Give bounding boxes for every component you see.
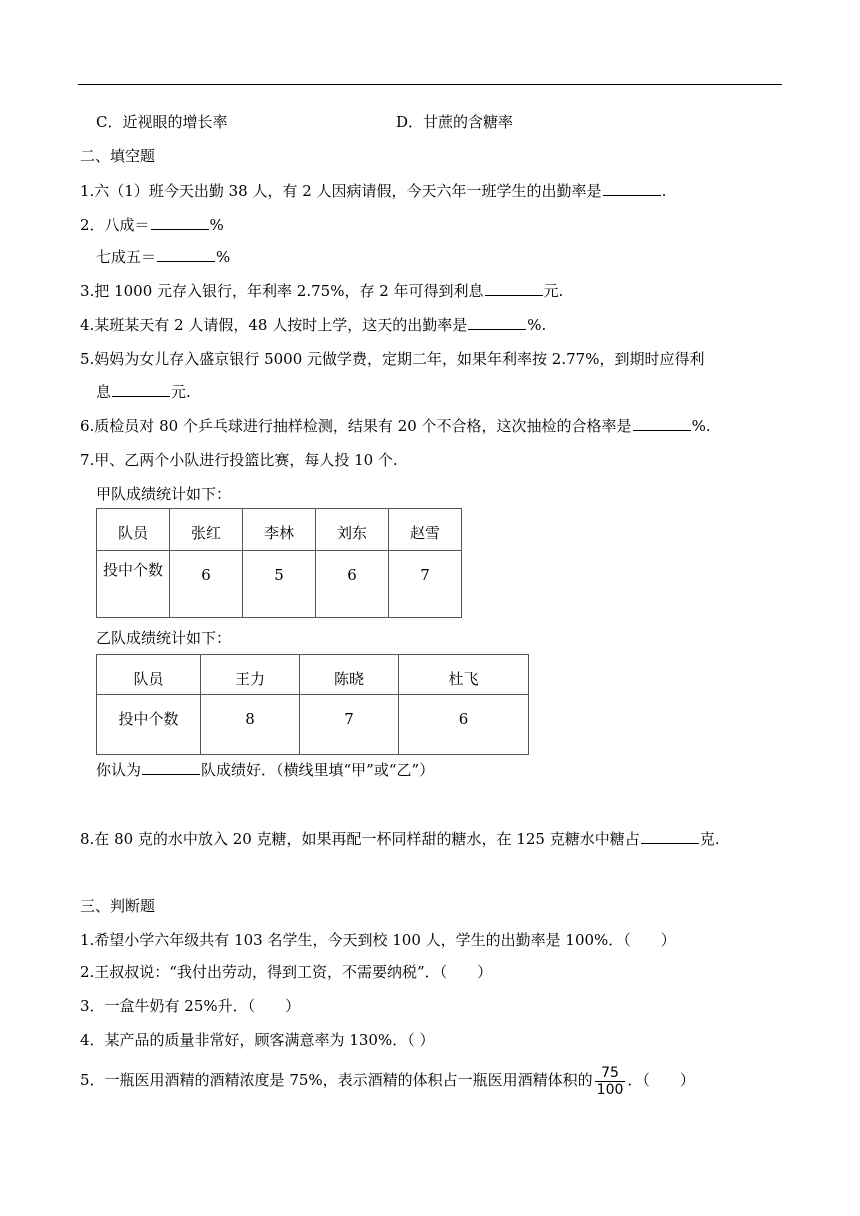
- option-d: D．甘蔗的含糖率: [396, 113, 514, 131]
- option-c: C．近视眼的增长率: [96, 113, 228, 131]
- team-a-caption: 甲队成绩统计如下：: [96, 485, 232, 503]
- table-cell: 6: [170, 551, 243, 618]
- question-5: 5.妈妈为女儿存入盛京银行 5000 元做学费，定期二年，如果年利率按 2.77%，到期时应得利: [80, 350, 705, 368]
- table-cell: 刘东: [316, 509, 389, 551]
- team-a-table: [96, 508, 462, 618]
- judge-2: 2.王叔叔说：“我付出劳动，得到工资，不需要纳税”．（ ）: [80, 963, 493, 981]
- answer-blank[interactable]: [157, 247, 215, 262]
- table-cell: 8: [201, 695, 300, 755]
- table-cell: 队员: [97, 509, 170, 551]
- table-row: [97, 551, 462, 618]
- section-title-judge: 三、判断题: [80, 897, 156, 915]
- answer-blank[interactable]: [641, 829, 699, 844]
- answer-blank[interactable]: [633, 416, 691, 431]
- table-cell: 投中个数: [97, 695, 201, 755]
- answer-blank[interactable]: [112, 382, 170, 397]
- question-2a: 2．八成＝ %: [80, 216, 224, 234]
- answer-blank[interactable]: [603, 181, 661, 196]
- question-8: 8.在 80 克的水中放入 20 克糖，如果再配一杯同样甜的糖水，在 125 克糖水中糖占 克.: [80, 830, 720, 848]
- table-header-row: [97, 655, 529, 695]
- section-title-fill-in: 二、填空题: [80, 147, 156, 165]
- table-cell: 6: [316, 551, 389, 618]
- question-6: 6.质检员对 80 个乒乓球进行抽样检测，结果有 20 个不合格，这次抽检的合格率是 %.: [80, 417, 711, 435]
- answer-blank[interactable]: [485, 281, 543, 296]
- table-cell: 7: [389, 551, 462, 618]
- question-3: 3.把 1000 元存入银行，年利率 2.75%，存 2 年可得到利息 元.: [80, 282, 564, 300]
- question-4: 4.某班某天有 2 人请假，48 人按时上学，这天的出勤率是 %.: [80, 316, 547, 334]
- question-2b: 七成五＝ %: [96, 248, 231, 266]
- team-b-table: [96, 654, 529, 755]
- table-header-row: [97, 509, 462, 551]
- table-cell: 杜飞: [399, 655, 529, 695]
- question-7: 7.甲、乙两个小队进行投篮比赛，每人投 10 个.: [80, 451, 398, 469]
- table-cell: 7: [300, 695, 399, 755]
- question-7-answer: 你认为 队成绩好．（横线里填“甲”或“乙”）: [96, 761, 435, 779]
- question-1: 1.六（1）班今天出勤 38 人，有 2 人因病请假，今天六年一班学生的出勤率是 .: [80, 182, 667, 200]
- table-cell: 5: [243, 551, 316, 618]
- table-cell: 赵雪: [389, 509, 462, 551]
- table-cell: 李林: [243, 509, 316, 551]
- judge-1: 1.希望小学六年级共有 103 名学生，今天到校 100 人，学生的出勤率是 100%．（ ）: [80, 931, 676, 949]
- question-5-cont: 息 元.: [96, 383, 191, 401]
- table-cell: 队员: [97, 655, 201, 695]
- table-cell: 6: [399, 695, 529, 755]
- table-row: [97, 695, 529, 755]
- team-b-caption: 乙队成绩统计如下：: [96, 629, 232, 647]
- answer-blank[interactable]: [468, 315, 526, 330]
- answer-blank[interactable]: [151, 215, 209, 230]
- table-cell: 王力: [201, 655, 300, 695]
- judge-5: 5．一瓶医用酒精的酒精浓度是 75%，表示酒精的体积占一瓶医用酒精体积的 $\frac{75}{100}$ ．（ ）: [80, 1064, 695, 1098]
- top-rule: [78, 84, 782, 85]
- table-cell: 张红: [170, 509, 243, 551]
- answer-blank[interactable]: [142, 760, 200, 775]
- table-cell: 投中个数: [97, 551, 170, 618]
- table-cell: 陈晓: [300, 655, 399, 695]
- judge-3: 3．一盒牛奶有 25%升．（ ）: [80, 997, 301, 1015]
- judge-4: 4．某产品的质量非常好，顾客满意率为 130%．（ ）: [80, 1031, 435, 1049]
- fraction: $\frac{75}{100}$: [596, 1064, 624, 1098]
